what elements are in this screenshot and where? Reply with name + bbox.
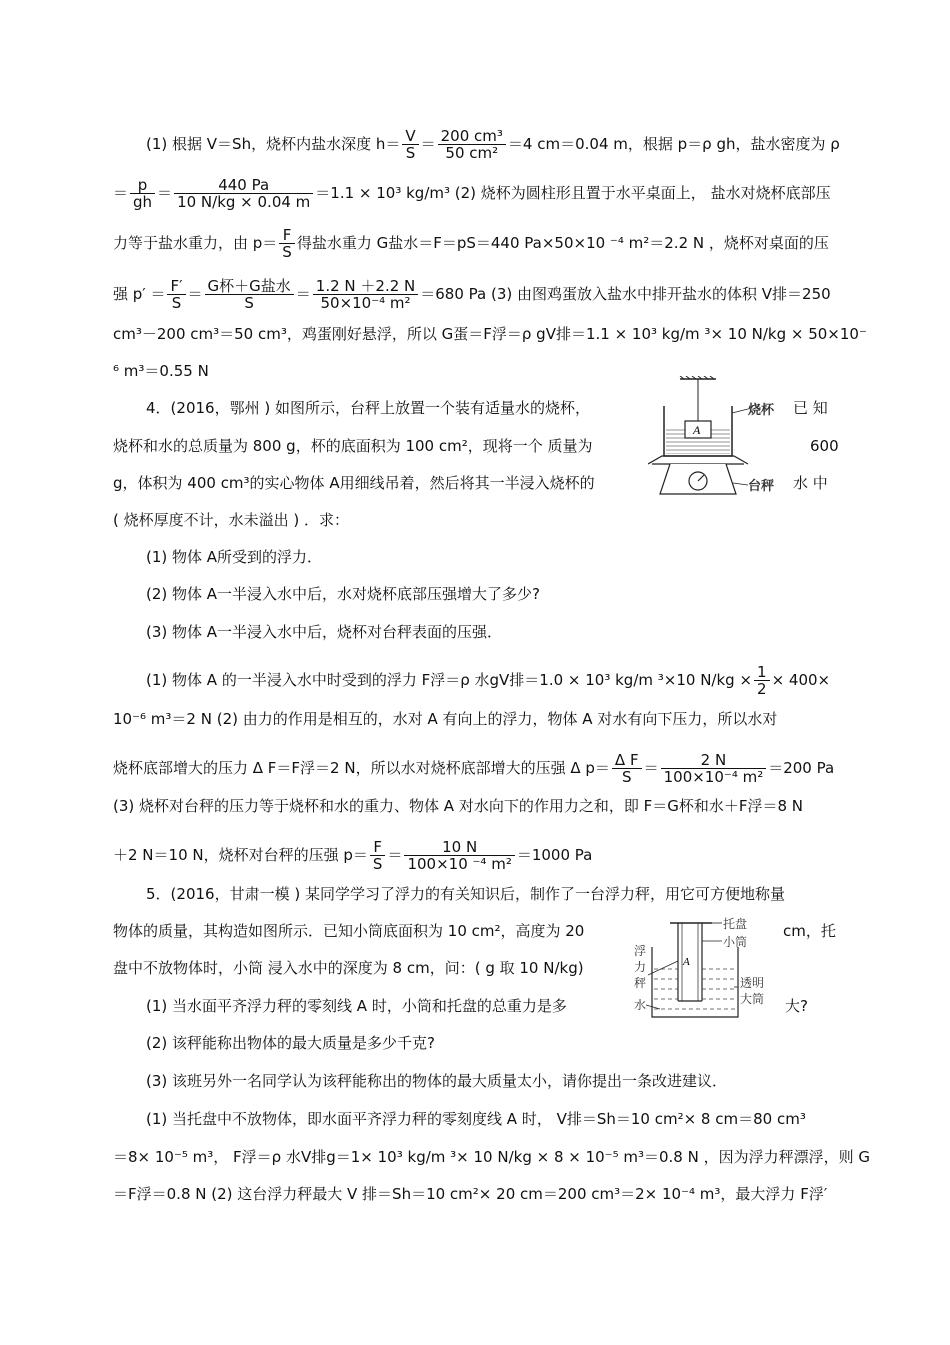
denominator: 100×10⁻⁴ m²: [663, 768, 764, 786]
sol5-line-2: ＝8× 10⁻⁵ m³， F浮＝ρ 水V排g＝1× 10³ kg/m ³× 10 N/kg × 8 × 10⁻⁵ m³＝0.8 N ，因为浮力秤漂浮，则 G: [113, 1148, 871, 1166]
denominator: 100×10 ⁻⁴ m²: [407, 855, 512, 873]
text: 强 p′ ＝: [113, 285, 166, 303]
denominator: 50×10⁻⁴ m²: [320, 294, 411, 312]
text: ＝: [157, 184, 173, 202]
q5-sub-1-right: 大?: [785, 997, 808, 1015]
beaker-label: 烧杯: [748, 403, 775, 418]
fraction: [130, 177, 155, 210]
fraction: [313, 278, 418, 311]
sol5-line-1: (1) 当托盘中不放物体，即水面平齐浮力秤的零刻度线 A 时， V排＝Sh＝10 cm²× 8 cm＝80 cm³: [146, 1110, 806, 1128]
numerator: Δ F: [612, 752, 642, 769]
denominator: S: [244, 294, 254, 312]
q4-sub-3: (3) 物体 A一半浸入水中后，烧杯对台秤表面的压强．: [146, 623, 503, 641]
numerator: 10 N: [404, 839, 514, 856]
text: ＝: [643, 759, 659, 777]
sol5-line-3: ＝F浮＝0.8 N (2) 这台浮力秤最大 V 排＝Sh＝10 cm²× 20 cm＝200 cm³＝2× 10⁻⁴ m³，最大浮力 F浮′: [113, 1185, 828, 1203]
denominator: S: [405, 144, 416, 162]
text: ＝: [113, 184, 129, 202]
q4-line-2: 烧杯和水的总质量为 800 g，杯的底面积为 100 cm²，现将一个 质量为: [113, 437, 593, 455]
cylinder-label-1: 透明: [740, 976, 765, 990]
q5-line-2-right: cm，托: [783, 922, 836, 940]
text: ＝1000 Pa: [516, 846, 593, 864]
q4-line-1: 4．(2016，鄂州 ) 如图所示，台秤上放置一个装有适量水的烧杯，: [146, 399, 590, 417]
sol3-line-5: cm³－200 cm³＝50 cm³，鸡蛋刚好悬浮，所以 G蛋＝F浮＝ρ gV排＝1.1 × 10³ kg/m ³× 10 N/kg × 50×10⁻: [113, 325, 867, 343]
text: (1) 根据 V＝Sh，烧杯内盐水深度 h＝: [146, 135, 401, 153]
denominator: 10 N/kg × 0.04 m: [177, 193, 311, 211]
sol4-line-1: [146, 664, 830, 697]
q4-line-3-right: 水 中: [793, 474, 828, 492]
text: ＝: [420, 135, 436, 153]
numerator: 2 N: [661, 752, 767, 769]
fraction: [167, 278, 185, 311]
numerator: 440 Pa: [174, 177, 313, 194]
sol4-line-5: [113, 839, 592, 872]
q5-line-2: 物体的质量，其构造如图所示．已知小筒底面积为 10 cm²，高度为 20: [113, 922, 585, 940]
fraction: [404, 839, 514, 872]
sol4-line-4: (3) 烧杯对台秤的压力等于烧杯和水的重力、物体 A 对水向下的作用力之和，即 F＝G杯和水＋F浮＝8 N: [113, 797, 803, 815]
fraction: [279, 227, 295, 260]
cylinder-label-2: 大筒: [740, 992, 765, 1006]
fraction: [754, 664, 770, 697]
scale-label-1: 浮: [634, 944, 647, 958]
numerator: V: [402, 128, 418, 145]
numerator: 1.2 N ＋2.2 N: [313, 278, 418, 295]
fraction: [612, 752, 642, 785]
object-a-label: A: [693, 423, 701, 437]
scale-label-3: 秤: [634, 976, 647, 990]
q4-line-1-right: 已 知: [793, 399, 828, 417]
beaker-scale-figure: [648, 376, 788, 500]
fraction: [402, 128, 418, 161]
fraction: [205, 278, 294, 311]
text: 力等于盐水重力，由 p＝: [113, 234, 278, 252]
q4-line-4: ( 烧杯厚度不计，水未溢出 ) ．求：: [113, 511, 350, 529]
numerator: 1: [754, 664, 770, 681]
tube-label: 小筒: [723, 935, 748, 949]
denominator: S: [621, 768, 632, 786]
water-label: 水: [634, 998, 647, 1012]
numerator: 200 cm³: [438, 128, 506, 145]
text: × 400×: [771, 671, 831, 689]
zero-line-a-label: A: [683, 956, 690, 968]
q4-line-3: g，体积为 400 cm³的实心物体 A用细线吊着，然后将其一半浸入烧杯的: [113, 474, 595, 492]
text: ＝4 cm＝0.04 m，根据 p＝ρ gh，盐水密度为 ρ: [507, 135, 840, 153]
text: ＝: [295, 285, 311, 303]
scale-label-2: 力: [634, 960, 647, 974]
numerator: p: [130, 177, 155, 194]
buoyancy-scale-figure: [630, 917, 780, 1027]
fraction: [438, 128, 506, 161]
sol3-line-6: ⁶ m³＝0.55 N: [113, 362, 209, 380]
text: ＝: [387, 846, 403, 864]
denominator: 2: [757, 680, 767, 698]
numerator: F: [279, 227, 295, 244]
sol3-line-3: [113, 227, 829, 260]
denominator: 50 cm²: [445, 144, 499, 162]
denominator: S: [171, 294, 182, 312]
fraction: [661, 752, 767, 785]
text: ＝680 Pa (3) 由图鸡蛋放入盐水中排开盐水的体积 V排＝250: [420, 285, 831, 303]
q5-sub-1: (1) 当水面平齐浮力秤的零刻线 A 时，小筒和托盘的总重力是多: [146, 997, 567, 1015]
text: 烧杯底部增大的压力 Δ F＝F浮＝2 N，所以水对烧杯底部增大的压强 Δ p＝: [113, 759, 610, 777]
fraction: [370, 839, 386, 872]
text: 得盐水重力 G盐水＝F＝pS＝440 Pa×50×10 ⁻⁴ m²＝2.2 N ，烧杯对桌面的压: [296, 234, 829, 252]
sol3-line-4: [113, 278, 831, 311]
denominator: S: [372, 855, 383, 873]
sol4-line-3: [113, 752, 834, 785]
tray-label: 托盘: [723, 917, 748, 931]
q5-line-3: 盘中不放物体时，小筒 浸入水中的深度为 8 cm，问：( g 取 10 N/kg): [113, 959, 584, 977]
numerator: F′: [167, 278, 185, 295]
fraction: [174, 177, 313, 210]
sol4-line-2: 10⁻⁶ m³＝2 N (2) 由力的作用是相互的，水对 A 有向上的浮力，物体 A 对水有向下压力，所以水对: [113, 710, 778, 728]
text: ＝: [187, 285, 203, 303]
text: ＝200 Pa: [768, 759, 835, 777]
denominator: S: [282, 243, 292, 261]
denominator: gh: [133, 193, 153, 211]
q5-line-1: 5．(2016，甘肃一模 ) 某同学学习了浮力的有关知识后，制作了一台浮力秤，用它可方便地称量: [146, 885, 785, 903]
q4-line-2-right: 600: [810, 437, 839, 455]
sol3-line-2: [113, 177, 831, 210]
q4-sub-2: (2) 物体 A一半浸入水中后，水对烧杯底部压强增大了多少?: [146, 585, 541, 603]
numerator: F: [370, 839, 386, 856]
numerator: G杯＋G盐水: [205, 278, 294, 295]
text: ＝1.1 × 10³ kg/m³ (2) 烧杯为圆柱形且置于水平桌面上， 盐水对烧杯底部压: [315, 184, 831, 202]
text: (1) 物体 A 的一半浸入水中时受到的浮力 F浮＝ρ 水gV排＝1.0 × 10³ kg/m ³×10 N/kg ×: [146, 671, 753, 689]
text: ＋2 N＝10 N，烧杯对台秤的压强 p＝: [113, 846, 368, 864]
q5-sub-3: (3) 该班另外一名同学认为该秤能称出的物体的最大质量太小，请你提出一条改进建议．: [146, 1072, 728, 1090]
q4-sub-1: (1) 物体 A所受到的浮力．: [146, 548, 323, 566]
q5-sub-2: (2) 该秤能称出物体的最大质量是多少千克?: [146, 1034, 435, 1052]
sol3-line-1: [146, 128, 840, 161]
scale-label: 台秤: [748, 479, 775, 494]
